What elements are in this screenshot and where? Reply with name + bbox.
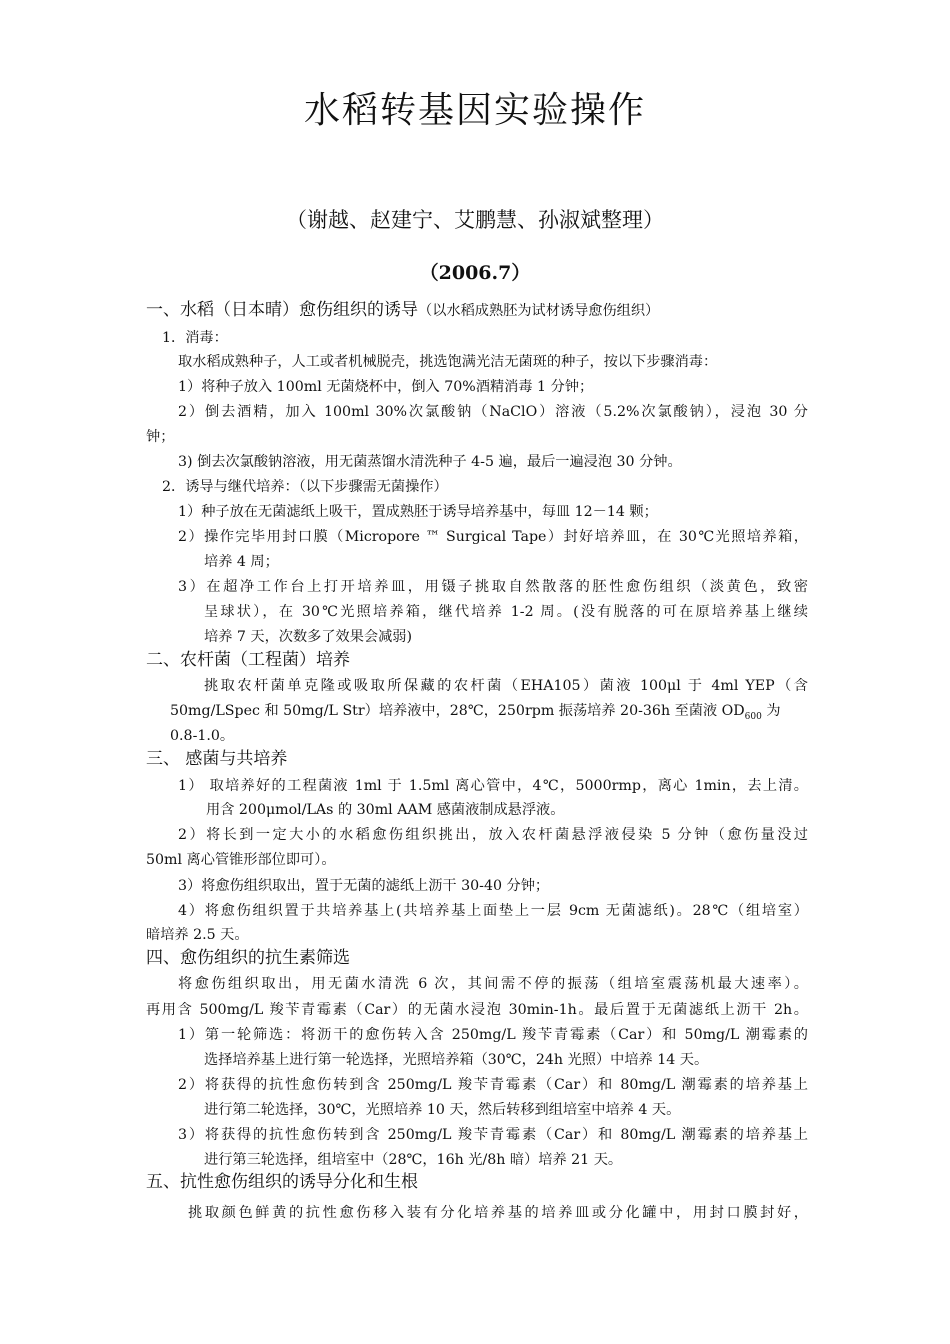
s1-step: 3) 倒去次氯酸钠溶液，用无菌蒸馏水清洗种子 4-5 遍，最后一遍浸泡 30 分钟。 bbox=[178, 454, 682, 470]
s5-paragraph: 挑取颜色鲜黄的抗性愈伤移入装有分化培养基的培养皿或分化罐中，用封口膜封好， bbox=[188, 1205, 808, 1221]
od-subscript: 600 bbox=[744, 712, 762, 722]
section-5-heading: 五、抗性愈伤组织的诱导分化和生根 bbox=[146, 1172, 418, 1192]
s3-step: 3）将愈伤组织取出，置于无菌的滤纸上沥干 30-40 分钟； bbox=[178, 878, 550, 894]
s1-step: 1）将种子放入 100ml 无菌烧杯中，倒入 70%酒精消毒 1 分钟； bbox=[178, 379, 594, 395]
section-1-heading-text: 一、水稻（日本晴）愈伤组织的诱导 bbox=[146, 300, 418, 320]
s4-step: 3）将获得的抗性愈伤转到含 250mg/L 羧苄青霉素（Car）和 80mg/L 潮霉素的培养基上 bbox=[178, 1127, 808, 1143]
s4-paragraph: 将愈伤组织取出，用无菌水清洗 6 次，其间需不停的振荡（组培室震荡机最大速率）。 bbox=[178, 976, 808, 992]
s2-paragraph: 挑取农杆菌单克隆或吸取所保藏的农杆菌（EHA105）菌液 100μl 于 4ml YEP（含 bbox=[204, 678, 808, 694]
s1-step-cont: 培养 4 周； bbox=[204, 554, 279, 570]
s1-step: 1）种子放在无菌滤纸上吸干，置成熟胚于诱导培养基中，每皿 12－14 颗； bbox=[178, 504, 658, 520]
s2-paragraph-text: 50mg/LSpec 和 50mg/L Str）培养液中，28℃，250rpm 振荡培养 20-36h 至菌液 OD bbox=[170, 703, 745, 719]
document-date: （2006.7） bbox=[419, 262, 531, 284]
s4-step-cont: 进行第二轮选择，30℃，光照培养 10 天，然后转移到组培室中培养 4 天。 bbox=[204, 1102, 681, 1118]
s2-paragraph-cont bbox=[170, 701, 781, 727]
s3-step-cont: 50ml 离心管锥形部位即可）。 bbox=[146, 852, 336, 868]
s3-step: 1） 取培养好的工程菌液 1ml 于 1.5ml 离心管中，4℃，5000rmp，离心 1min，去上清。 bbox=[178, 778, 808, 794]
s4-step-cont: 进行第三轮选择，组培室中（28℃，16h 光/8h 暗）培养 21 天。 bbox=[204, 1152, 623, 1168]
s3-step-cont: 暗培养 2.5 天。 bbox=[146, 927, 249, 943]
section-3-heading: 三、 感菌与共培养 bbox=[146, 749, 288, 769]
s1-step: 2）倒去酒精，加入 100ml 30%次氯酸钠（NaClO）溶液（5.2%次氯酸钠），浸泡 30 分 bbox=[178, 404, 808, 420]
s4-step: 2）将获得的抗性愈伤转到含 250mg/L 羧苄青霉素（Car）和 80mg/L 潮霉素的培养基上 bbox=[178, 1077, 808, 1093]
s3-step: 4）将愈伤组织置于共培养基上(共培养基上面垫上一层 9cm 无菌滤纸)。28℃（组培室） bbox=[178, 903, 808, 919]
document-title: 水稻转基因实验操作 bbox=[303, 90, 646, 131]
s1-step-cont: 钟； bbox=[146, 429, 175, 445]
s3-step: 2）将长到一定大小的水稻愈伤组织挑出，放入农杆菌悬浮液侵染 5 分钟（愈伤量没过 bbox=[178, 827, 808, 843]
s3-step-cont: 用含 200μmol/LAs 的 30ml AAM 感菌液制成悬浮液。 bbox=[206, 802, 565, 818]
s4-step-cont: 选择培养基上进行第一轮选择，光照培养箱（30℃，24h 光照）中培养 14 天。 bbox=[204, 1052, 709, 1068]
s4-paragraph-cont: 再用含 500mg/L 羧苄青霉素（Car）的无菌水浸泡 30min-1h。最后置于无菌滤纸上沥干 2h。 bbox=[146, 1002, 808, 1018]
s2-paragraph-cont: 0.8-1.0。 bbox=[170, 728, 235, 744]
s1-step-cont: 呈球状），在 30℃光照培养箱，继代培养 1-2 周。(没有脱落的可在原培养基上继续 bbox=[204, 604, 808, 620]
section-1-heading bbox=[146, 300, 659, 321]
document-authors: （谢越、赵建宁、艾鹏慧、孙淑斌整理） bbox=[286, 208, 664, 232]
s1-step-cont: 培养 7 天，次数多了效果会减弱) bbox=[204, 629, 413, 645]
s1-subheading-1: 1．消毒： bbox=[162, 330, 228, 346]
s2-paragraph-tail: 为 bbox=[761, 703, 781, 719]
section-2-heading: 二、农杆菌（工程菌）培养 bbox=[146, 650, 350, 670]
s1-step: 3）在超净工作台上打开培养皿，用镊子挑取自然散落的胚性愈伤组织（淡黄色，致密 bbox=[178, 579, 808, 595]
s1-paragraph: 取水稻成熟种子，人工或者机械脱壳，挑选饱满光洁无菌斑的种子，按以下步骤消毒： bbox=[178, 354, 718, 370]
s1-step: 2）操作完毕用封口膜（Micropore ™ Surgical Tape）封好培养皿，在 30℃光照培养箱， bbox=[178, 529, 808, 545]
section-4-heading: 四、愈伤组织的抗生素筛选 bbox=[146, 948, 350, 968]
s1-subheading-2: 2．诱导与继代培养：（以下步骤需无菌操作） bbox=[162, 479, 448, 495]
section-1-heading-note: （以水稻成熟胚为试材诱导愈伤组织） bbox=[418, 303, 660, 319]
s4-step: 1）第一轮筛选：将沥干的愈伤转入含 250mg/L 羧苄青霉素（Car）和 50mg/L 潮霉素的 bbox=[178, 1027, 808, 1043]
